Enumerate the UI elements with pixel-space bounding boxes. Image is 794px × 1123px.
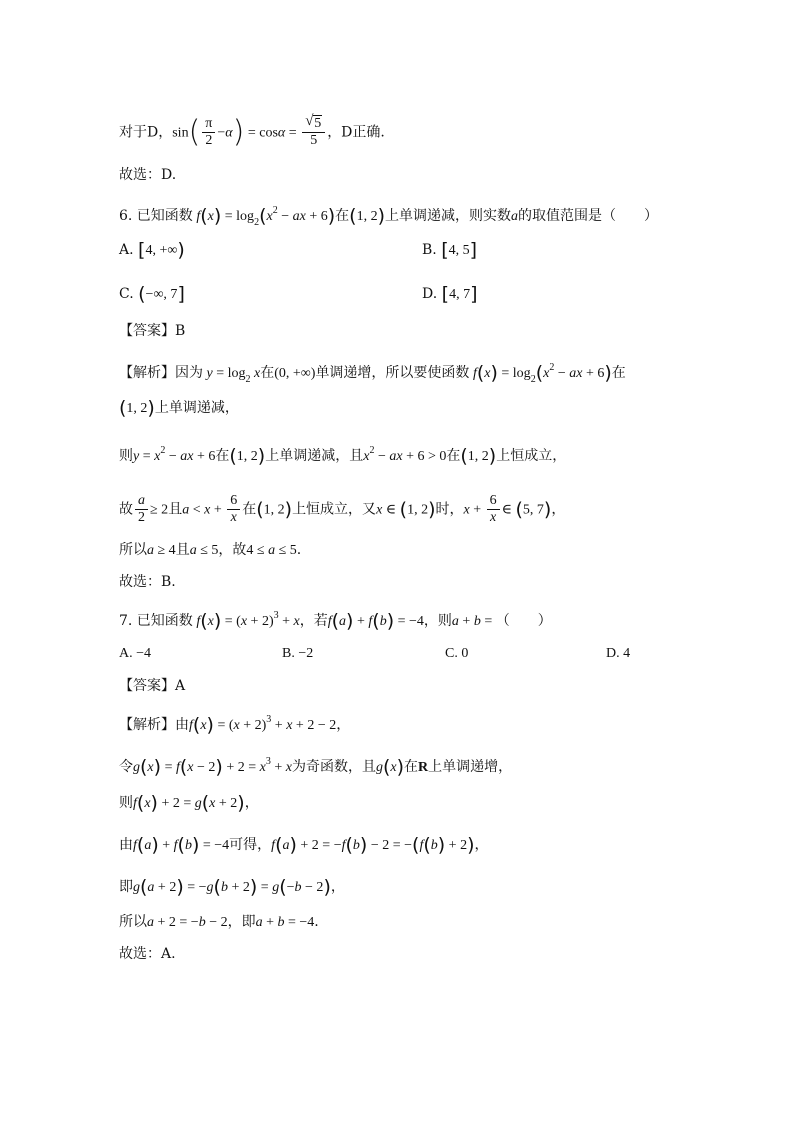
option-7a[interactable]: A. −4 [119,646,152,661]
text: ，D正确. [327,124,385,141]
option-7c[interactable]: C. 0 [445,646,469,661]
option-6c[interactable]: C. (−∞, 7] [119,283,185,305]
option-6d[interactable]: D. [4, 7] [422,283,478,305]
option-6a[interactable]: A. [4, +∞) [119,239,185,261]
option-6b[interactable]: B. [4, 5] [422,239,478,261]
solution-6-line-4: 故 $\frac{a}{2}$ ≥ 2且a < x + $\frac{6}{x}$ 在(1, 2)上恒成立，又x ∈ (1, 2)时，x + $\frac{6}{x}$ ∈ (5, 7)， [119,493,566,525]
solution-7-line-4: 由f(a) + f(b) = −4可得，f(a) + 2 = −f(b) − 2 = −(f(b) + 2)， [119,834,489,856]
text: 对于D， [119,124,173,141]
solution-6-line-2: (1, 2)上单调递减， [119,397,239,419]
answer-6: 【答案】B [119,323,186,339]
choose-d: 故选：D. [119,167,177,183]
solution-7-line-6: 所以a + 2 = −b − 2，即a + b = −4. [119,914,319,930]
choose-a: 故选：A. [119,946,176,962]
solution-6-line-1: 【解析】因为 $y = \log_2 x$在(0, +∞)单调递增，所以要使函数 $f(x) = \log_2(x^2$ − ax + 6)在 [119,362,626,385]
option-7d[interactable]: D. 4 [606,646,631,661]
question-7: 7. 已知函数 $f(x) = (x + 2)^3 + x$，若f(a) + f(b) = −4，则a + b = （ ） [119,610,552,632]
option-7b[interactable]: B. −2 [282,646,314,661]
solution-6-line-5: 所以a ≥ 4且a ≤ 5，故4 ≤ a ≤ 5. [119,542,302,558]
solution-7-line-5: 即g(a + 2) = −g(b + 2) = g(−b − 2)， [119,876,345,898]
solution-d-line: 对于D，sin( $\frac{\pi}{2}$ −α) = cosα = √ 5 5 ，D正确. [119,113,385,150]
solution-6-line-3: 则$y = x^2$ − ax + 6在(1, 2)上单调递减，且$x^2$ − ax + 6 > 0在(1, 2)上恒成立， [119,445,567,467]
solution-7-line-2: 令$g(x) = f(x - 2) + 2 = x^3 + x$为奇函数，且g(x)在R上单调递增， [119,756,513,778]
solution-7-line-1: 【解析】由$f(x) = (x + 2)^3 + x + 2 - 2$， [119,714,351,736]
answer-7: 【答案】A [119,678,186,694]
question-6: 6. 已知函数 $f(x) = \log_2(x^2$ − ax + 6)在(1, 2)上单调递减，则实数a的取值范围是（ ） [119,205,658,228]
solution-7-line-3: 则f(x) + 2 = g(x + 2)， [119,792,259,814]
choose-b: 故选：B. [119,574,176,590]
